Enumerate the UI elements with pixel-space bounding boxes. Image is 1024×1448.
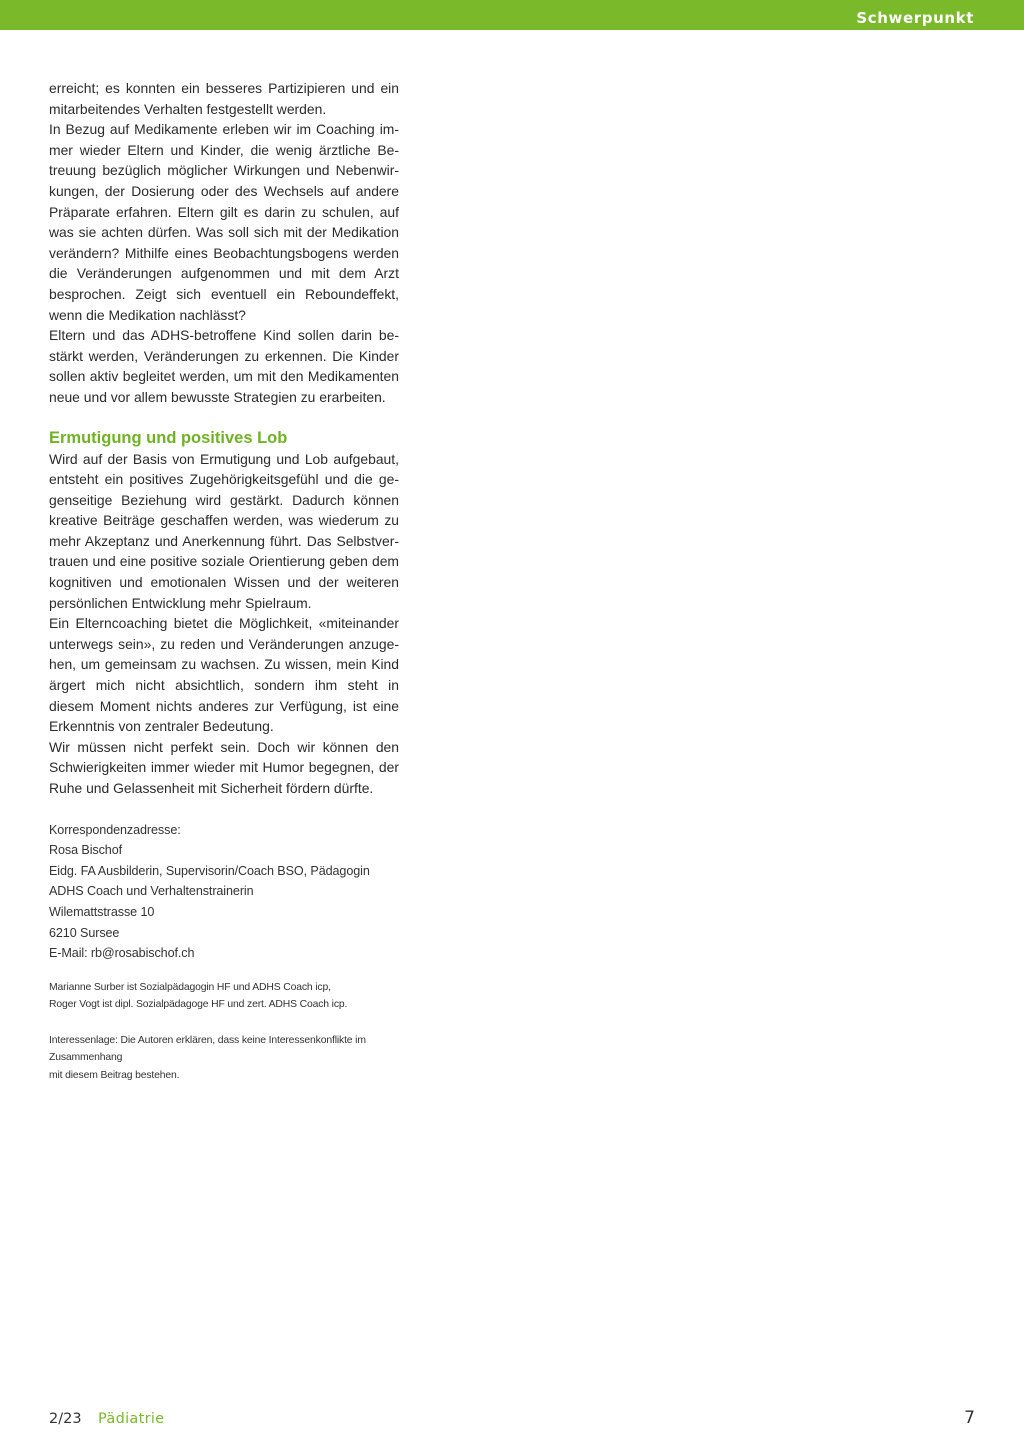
address-name: Rosa Bischof [49,843,122,858]
address-email[interactable]: E-Mail: rb@rosabischof.ch [49,946,195,961]
body-paragraph: Eltern und das ADHS-betroffene Kind sollen darin bestärkt werden, Veränderungen zu erkennen. Die Kinder sollen aktiv begleitet werden, um mit den Medikamenten neue und vor allem bewusste Strategien zu erarbeiten. [49,327,399,405]
author-notes [49,979,399,1014]
header-bar [0,0,1024,30]
address-role: ADHS Coach und Verhaltenstrainerin [49,884,254,899]
interest-note-line: mit diesem Beitrag bestehen. [49,1069,180,1081]
author-note: Marianne Surber ist Sozialpädagogin HF und ADHS Coach icp, [49,981,331,993]
correspondence-address [49,820,399,964]
section-subheading: Ermutigung und positives Lob [49,428,288,447]
section-label: Schwerpunkt [856,9,974,27]
body-paragraph: In Bezug auf Medikamente erleben wir im Coaching immer wieder Eltern und Kinder, die wenig ärztliche Betreuung bezüglich möglicher Wirkungen und Nebenwirkungen, der Dosierung oder des Wechsels auf andere Präparate erfahren. Eltern gilt es darin zu schulen, auf was sie achten dürfen. Was soll sich mit der Medikation verändern? Mithilfe eines Beobachtungsbogens werden die Veränderungen aufgenommen und mit dem Arzt besprochen. Zeigt sich eventuell ein Reboundeffekt, wenn die Medikation nachlässt? [49,121,399,323]
address-city: 6210 Sursee [49,925,120,940]
body-paragraph: Wir müssen nicht perfekt sein. Doch wir können den Schwierigkeiten immer wieder mit Humor begegnen, der Ruhe und Gelassenheit mit Sicherheit fördern dürfte. [49,738,399,796]
conflict-of-interest-note [49,1032,399,1085]
address-label: Korrespondenzadresse: [49,822,181,837]
body-paragraph: Wird auf der Basis von Ermutigung und Lob aufgebaut, entsteht ein positives Zugehörigkeitsgefühl und die gegenseitige Beziehung wird gestärkt. Dadurch können kreative Beiträge geschaffen werden, was wiederum zu mehr Akzeptanz und Anerkennung führt. Das Selbstvertrauen und eine positive soziale Orientierung geben dem kognitiven und emotionalen Wissen und der weiteren persönlichen Entwicklung mehr Spielraum. [49,450,399,611]
footer-journal-name: Pädiatrie [98,1411,165,1427]
body-paragraph: erreicht; es konnten ein besseres Partizipieren und ein mitarbeitendes Verhalten festgestellt werden. [49,80,399,117]
page-number: 7 [964,1408,975,1428]
article-column [49,78,399,1084]
address-title: Eidg. FA Ausbilderin, Supervisorin/Coach BSO, Pädagogin [49,863,370,878]
body-paragraph: Ein Elterncoaching bietet die Möglichkeit, «miteinander unterwegs sein», zu reden und Veränderungen anzugehen, um gemeinsam zu wachsen. Zu wissen, mein Kind ärgert mich nicht absichtlich, sondern ihm steht in diesem Moment nichts anderes zur Verfügung, ist eine Erkenntnis von zentraler Bedeutung. [49,615,399,735]
footer-issue: 2/23 [49,1411,82,1427]
author-note: Roger Vogt ist dipl. Sozialpädagoge HF und zert. ADHS Coach icp. [49,999,348,1011]
interest-note-line: Interessenlage: Die Autoren erklären, dass keine Interessenkonflikte im Zusammenhang [49,1034,366,1064]
address-street: Wilemattstrasse 10 [49,904,155,919]
